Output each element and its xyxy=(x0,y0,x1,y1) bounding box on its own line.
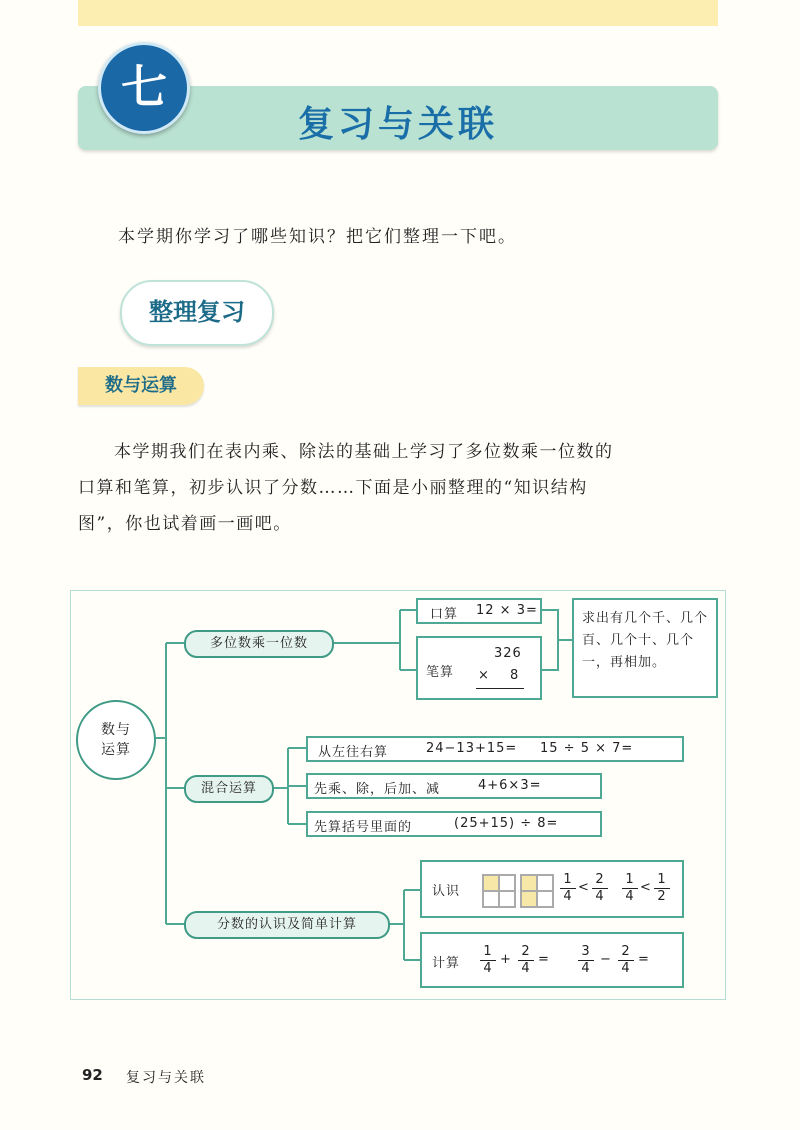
footer-title: 复习与关联 xyxy=(126,1070,206,1086)
mixed-row-2-label: 先乘、除，后加、减 xyxy=(314,782,441,797)
oral-calc-expr: 12 × 3= xyxy=(476,603,538,618)
fraction-d xyxy=(654,872,670,905)
section-tag xyxy=(78,367,204,405)
calc2-b-denominator: 4 xyxy=(621,961,631,976)
top-color-band xyxy=(78,0,718,26)
fraction-b-denominator: 4 xyxy=(595,889,605,904)
chapter-number-badge: 七 xyxy=(98,42,190,134)
fraction-calc-box xyxy=(420,932,684,988)
fraction-a-denominator: 4 xyxy=(563,889,573,904)
fraction-calc-label: 计算 xyxy=(432,956,461,971)
fraction-b xyxy=(592,872,608,905)
calc2-operator: − xyxy=(600,952,612,967)
mixed-row-2 xyxy=(306,773,602,799)
fraction-d-denominator: 2 xyxy=(657,889,667,904)
calc1-equals: = xyxy=(538,952,550,967)
less-than-2: < xyxy=(640,880,652,895)
mixed-row-1-expr-1: 24−13+15= xyxy=(426,741,518,756)
written-calc-op: × xyxy=(478,668,490,683)
calc2-a-numerator: 3 xyxy=(578,944,594,961)
fraction-quarter-grid-2 xyxy=(520,874,554,908)
written-calc-rule xyxy=(476,688,524,689)
map-root-label: 数与运算 xyxy=(101,722,131,758)
written-calc-label: 笔算 xyxy=(426,665,455,680)
oral-calc-box xyxy=(416,598,542,624)
written-calc-box xyxy=(416,636,542,700)
chapter-title: 复习与关联 xyxy=(297,103,498,145)
calc2-fraction-a xyxy=(578,944,594,977)
written-calc-bottom: 8 xyxy=(510,668,520,683)
fraction-c-denominator: 4 xyxy=(625,889,635,904)
oral-calc-label: 口算 xyxy=(430,607,459,622)
map-root-node xyxy=(76,700,156,780)
multiplication-note-text: 求出有几个千、几个百、几个十、几个一，再相加。 xyxy=(582,611,709,670)
calc2-fraction-b xyxy=(618,944,634,977)
section-tag-label: 数与运算 xyxy=(105,375,177,396)
fraction-b-numerator: 2 xyxy=(592,872,608,889)
fraction-quarter-grid-1 xyxy=(482,874,516,908)
fraction-c-numerator: 1 xyxy=(622,872,638,889)
fraction-recognize-label: 认识 xyxy=(432,884,461,899)
fraction-a-numerator: 1 xyxy=(560,872,576,889)
body-paragraph xyxy=(78,434,718,542)
review-heading-label: 整理复习 xyxy=(149,298,245,326)
page-number: 92 xyxy=(82,1066,103,1084)
fraction-c xyxy=(622,872,638,905)
mixed-row-3 xyxy=(306,811,602,837)
paragraph-line-2: 口算和笔算，初步认识了分数……下面是小丽整理的“知识结构 xyxy=(78,478,588,498)
mixed-row-1-label: 从左往右算 xyxy=(318,745,389,760)
intro-text: 本学期你学习了哪些知识？把它们整理一下吧。 xyxy=(118,227,517,247)
calc1-b-numerator: 2 xyxy=(518,944,534,961)
calc2-a-denominator: 4 xyxy=(581,961,591,976)
written-calc-top: 326 xyxy=(494,646,522,661)
multiplication-note xyxy=(572,598,718,698)
calc1-operator: + xyxy=(500,952,512,967)
branch-multi-digit-multiplication xyxy=(184,630,334,658)
branch-3-label: 分数的认识及简单计算 xyxy=(216,917,357,932)
branch-mixed-operations xyxy=(184,775,274,803)
less-than-1: < xyxy=(578,880,590,895)
branch-fractions xyxy=(184,911,390,939)
branch-1-label: 多位数乘一位数 xyxy=(209,636,308,651)
calc1-fraction-b xyxy=(518,944,534,977)
review-heading xyxy=(120,280,274,346)
mixed-row-1-expr-2: 15 ÷ 5 × 7= xyxy=(540,741,634,756)
mixed-row-3-label: 先算括号里面的 xyxy=(314,820,413,835)
fraction-d-numerator: 1 xyxy=(654,872,670,889)
fraction-recognize-box xyxy=(420,860,684,918)
calc2-equals: = xyxy=(638,952,650,967)
mixed-row-2-expr: 4+6×3= xyxy=(478,778,542,793)
calc2-b-numerator: 2 xyxy=(618,944,634,961)
calc1-a-denominator: 4 xyxy=(483,961,493,976)
mixed-row-1 xyxy=(306,736,684,762)
mixed-row-3-expr: (25+15) ÷ 8= xyxy=(454,816,559,831)
calc1-fraction-a xyxy=(480,944,496,977)
calc1-b-denominator: 4 xyxy=(521,961,531,976)
calc1-a-numerator: 1 xyxy=(480,944,496,961)
fraction-a xyxy=(560,872,576,905)
paragraph-line-3: 图”，你也试着画一画吧。 xyxy=(78,514,292,534)
branch-2-label: 混合运算 xyxy=(200,781,257,796)
paragraph-line-1: 本学期我们在表内乘、除法的基础上学习了多位数乘一位数的 xyxy=(114,442,614,462)
